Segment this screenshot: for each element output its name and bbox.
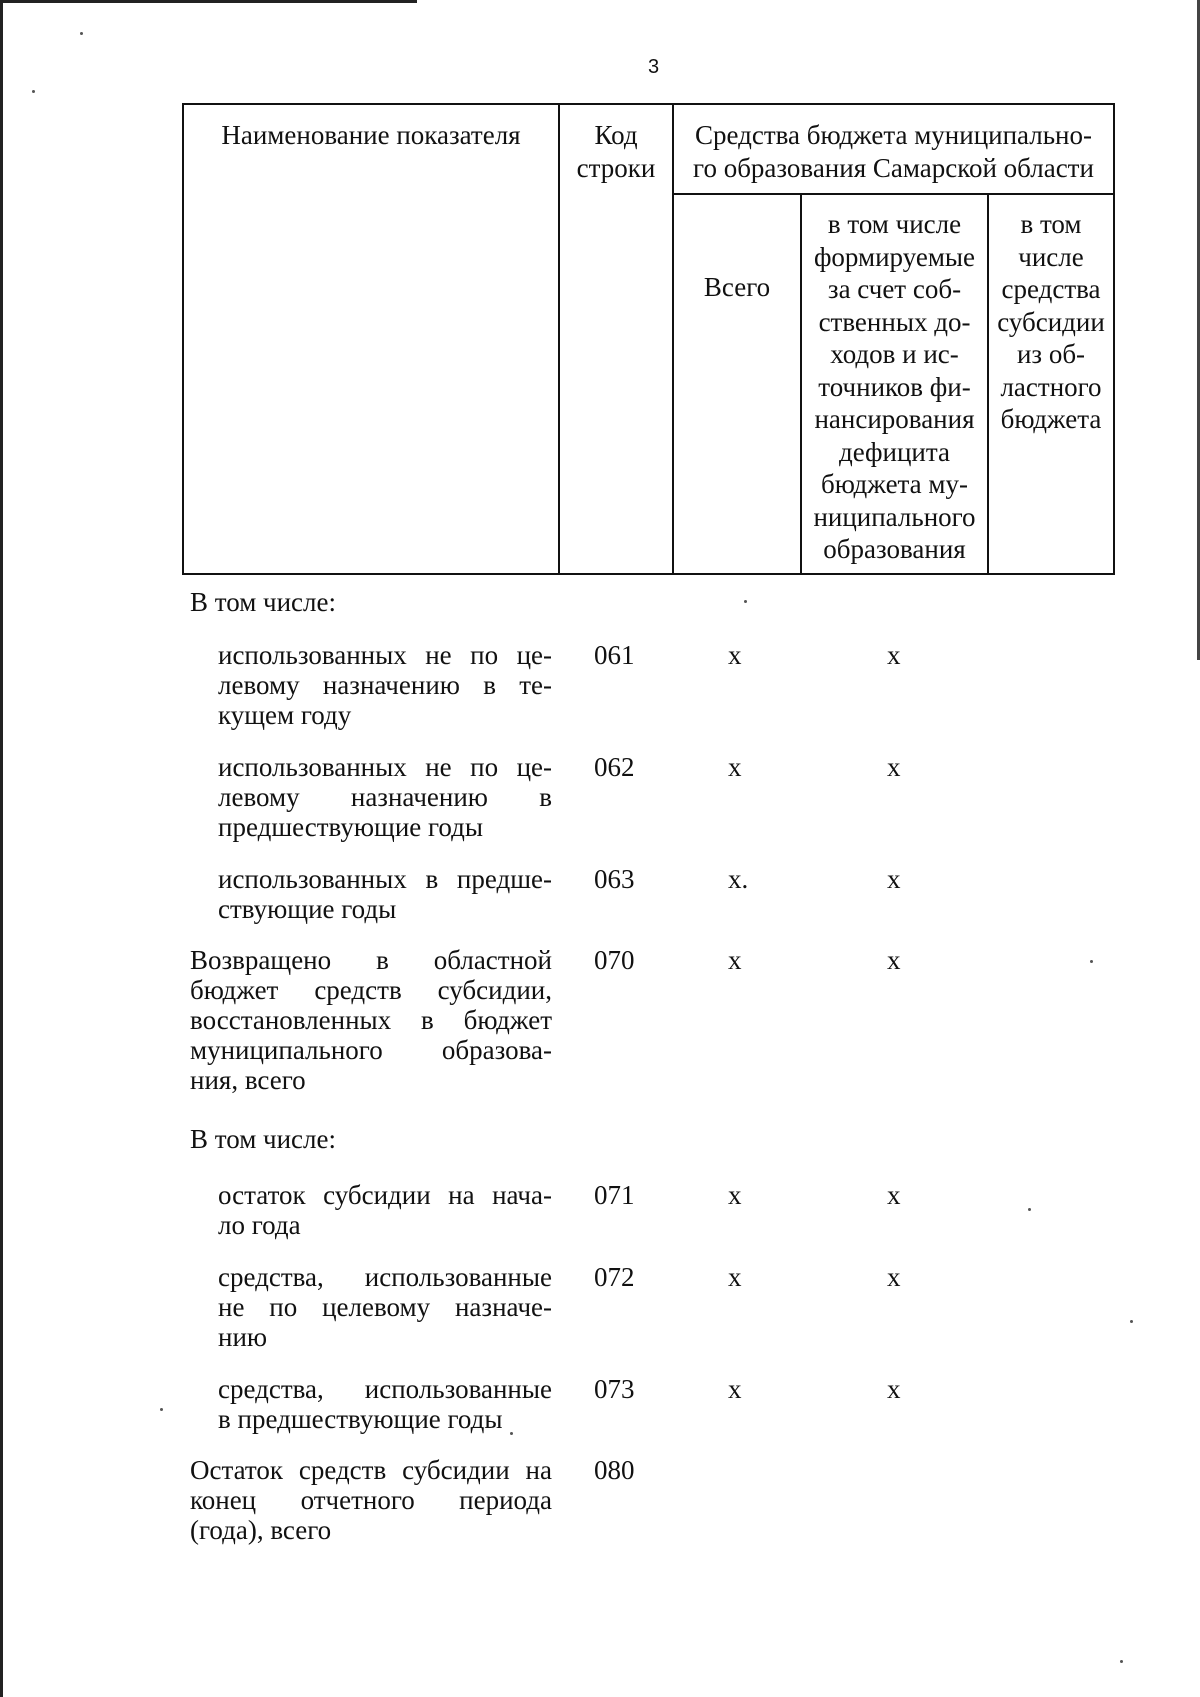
scan-speck	[160, 1408, 163, 1411]
row-072-name	[218, 1262, 552, 1352]
row-080-code: 080	[594, 1455, 635, 1485]
scan-speck	[80, 32, 83, 35]
scan-speck	[32, 90, 35, 93]
row-072-code: 072	[594, 1262, 635, 1292]
row-072-own: х	[887, 1262, 901, 1292]
row-061-own: х	[887, 640, 901, 670]
row-063-code: 063	[594, 864, 635, 894]
row-080-line: (года), всего	[190, 1515, 332, 1545]
scan-speck	[1130, 1320, 1133, 1323]
row-073-total: х	[728, 1374, 742, 1404]
row-072-line: не по целевому назначе-	[218, 1292, 552, 1322]
row-073-line: средства, использованные	[218, 1374, 552, 1404]
section-label-1: В том числе:	[190, 587, 336, 617]
row-061-name	[218, 640, 552, 730]
row-073-line: в предшествующие годы	[218, 1404, 503, 1434]
row-070-code: 070	[594, 945, 635, 975]
row-073-own: х	[887, 1374, 901, 1404]
row-062-total: х	[728, 752, 742, 782]
row-072-line: средства, использованные	[218, 1262, 552, 1292]
row-070-total: х	[728, 945, 742, 975]
page-number: 3	[648, 56, 660, 78]
row-061-line: левому назначению в те-	[218, 670, 552, 700]
row-062-name	[218, 752, 552, 842]
row-071-line: ло года	[218, 1210, 301, 1240]
scan-speck	[744, 600, 747, 603]
header-table	[182, 103, 1115, 575]
divider-budget-subheader	[672, 193, 1113, 195]
header-col-subsidy: в том числе средства субсидии из об- ластного бюджета	[997, 209, 1105, 434]
row-072-total: х	[728, 1262, 742, 1292]
header-col-budget: Средства бюджета муниципально- го образования Самарской области	[693, 120, 1094, 183]
row-070-line: ния, всего	[190, 1065, 306, 1095]
row-063-line: ствующие годы	[218, 894, 397, 924]
row-061-line: кущем году	[218, 700, 352, 730]
row-070-line: муниципального образова-	[190, 1035, 552, 1065]
row-062-line: предшествующие годы	[218, 812, 484, 842]
row-080-line: Остаток средств субсидии на	[190, 1455, 552, 1485]
row-071-total: х	[728, 1180, 742, 1210]
header-col-total: Всего	[703, 272, 771, 302]
section-label-2: В том числе:	[190, 1124, 336, 1154]
page-border-left	[0, 0, 3, 1697]
row-070-line: Возвращено в областной	[190, 945, 552, 975]
row-070-line: восстановленных в бюджет	[190, 1005, 552, 1035]
row-061-line: использованных не по це-	[218, 640, 552, 670]
row-062-own: х	[887, 752, 901, 782]
row-070-line: бюджет средств субсидии,	[190, 975, 552, 1005]
scan-speck	[1090, 960, 1093, 963]
header-col-name: Наименование показателя	[221, 120, 521, 150]
row-062-code: 062	[594, 752, 635, 782]
scan-speck	[510, 1432, 513, 1435]
row-073-name	[218, 1374, 552, 1434]
row-071-name	[218, 1180, 552, 1240]
header-col-own-funds: в том числе формируемые за счет соб- ственных до- ходов и ис- точников фи- нансирования дефицита бюджета му- ниципального образования	[813, 209, 976, 564]
row-063-name	[218, 864, 552, 924]
header-col-code: Код строки	[576, 120, 656, 183]
page-border-top	[0, 0, 417, 3]
row-063-line: использованных в предше-	[218, 864, 552, 894]
row-063-own: х	[887, 864, 901, 894]
row-080-line: конец отчетного периода	[190, 1485, 552, 1515]
row-070-own: х	[887, 945, 901, 975]
row-071-line: остаток субсидии на нача-	[218, 1180, 552, 1210]
row-061-code: 061	[594, 640, 635, 670]
row-070-name	[190, 945, 552, 1095]
row-063-total: х.	[728, 864, 749, 894]
row-071-own: х	[887, 1180, 901, 1210]
row-061-total: х	[728, 640, 742, 670]
row-062-line: левому назначению в	[218, 782, 552, 812]
row-071-code: 071	[594, 1180, 635, 1210]
row-072-line: нию	[218, 1322, 268, 1352]
scan-speck	[1028, 1208, 1031, 1211]
row-073-code: 073	[594, 1374, 635, 1404]
scan-speck	[1120, 1660, 1123, 1663]
row-080-name	[190, 1455, 552, 1545]
row-062-line: использованных не по це-	[218, 752, 552, 782]
